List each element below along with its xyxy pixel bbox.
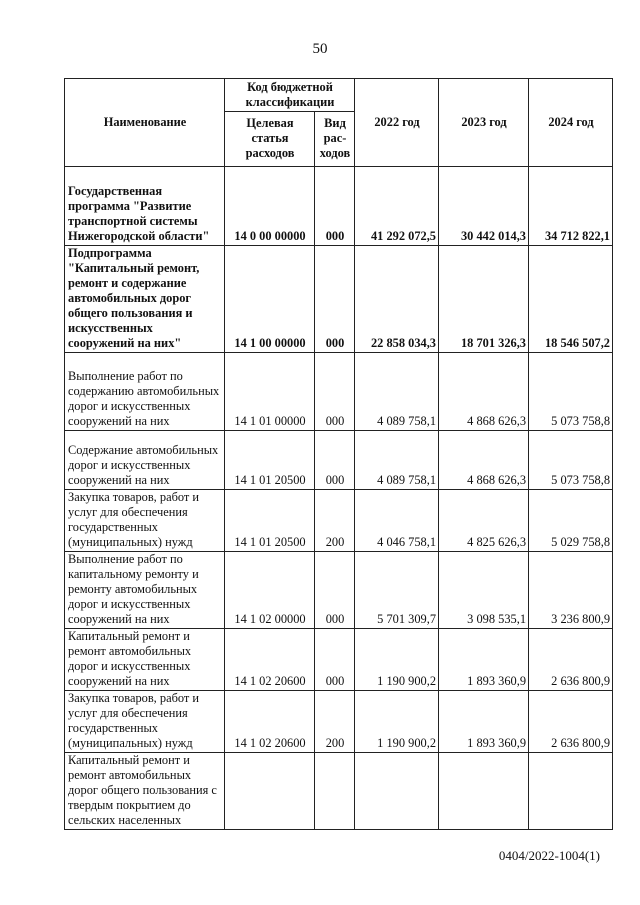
row-name: Государственная программа "Развитие транспортной системы Нижегородской области" [65,167,225,246]
row-name: Капитальный ремонт и ремонт автомобильных дорог и искусственных сооружений на них [65,629,225,691]
header-year-2024: 2024 год [529,79,613,167]
row-value-2023: 4 868 626,3 [439,353,529,431]
row-value-2023: 3 098 535,1 [439,552,529,629]
row-value-2023: 18 701 326,3 [439,246,529,353]
row-value-2024: 18 546 507,2 [529,246,613,353]
table-row [65,753,613,830]
row-target-article: 14 1 02 20600 [225,691,315,753]
row-name: Выполнение работ по содержанию автомобильных дорог и искусственных сооружений на них [65,353,225,431]
table-row [65,490,613,552]
row-expense-kind: 000 [315,353,355,431]
row-value-2022: 4 046 758,1 [355,490,439,552]
row-value-2022: 41 292 072,5 [355,167,439,246]
row-value-2023 [439,753,529,830]
row-target-article: 14 1 02 00000 [225,552,315,629]
row-name: Закупка товаров, работ и услуг для обеспечения государственных (муниципальных) нужд [65,691,225,753]
header-name: Наименование [65,79,225,167]
row-value-2024: 2 636 800,9 [529,629,613,691]
row-value-2024 [529,753,613,830]
row-value-2024: 34 712 822,1 [529,167,613,246]
table-row [65,431,613,490]
row-name: Капитальный ремонт и ремонт автомобильных дорог общего пользования с твердым покрытием до сельских населенных [65,753,225,830]
row-value-2023: 4 825 626,3 [439,490,529,552]
table-row [65,552,613,629]
row-value-2023: 30 442 014,3 [439,167,529,246]
table-row [65,629,613,691]
row-expense-kind: 200 [315,691,355,753]
document-code: 0404/2022-1004(1) [498,848,600,863]
row-expense-kind: 000 [315,552,355,629]
row-name: Содержание автомобильных дорог и искусственных сооружений на них [65,431,225,490]
row-expense-kind: 000 [315,431,355,490]
row-name: Закупка товаров, работ и услуг для обеспечения государственных (муниципальных) нужд [65,490,225,552]
row-value-2022 [355,753,439,830]
row-value-2024: 5 029 758,8 [529,490,613,552]
row-target-article: 14 0 00 00000 [225,167,315,246]
row-value-2022: 4 089 758,1 [355,353,439,431]
row-name: Подпрограмма "Капитальный ремонт, ремонт и содержание автомобильных дорог общего пользования и искусственных сооружений на них" [65,246,225,353]
row-value-2022: 22 858 034,3 [355,246,439,353]
row-target-article: 14 1 01 20500 [225,490,315,552]
row-value-2023: 4 868 626,3 [439,431,529,490]
row-value-2022: 5 701 309,7 [355,552,439,629]
row-expense-kind [315,753,355,830]
table-row [65,246,613,353]
row-value-2024: 5 073 758,8 [529,353,613,431]
header-code-group: Код бюджетной классификации [225,79,355,112]
row-value-2024: 3 236 800,9 [529,552,613,629]
row-expense-kind: 000 [315,167,355,246]
row-value-2023: 1 893 360,9 [439,629,529,691]
table-body [65,167,613,830]
row-expense-kind: 000 [315,629,355,691]
row-target-article: 14 1 02 20600 [225,629,315,691]
row-expense-kind: 000 [315,246,355,353]
table-row [65,353,613,431]
budget-table [64,78,613,830]
header-target-article: Целевая статья расходов [225,112,315,167]
row-target-article [225,753,315,830]
row-value-2022: 1 190 900,2 [355,629,439,691]
row-value-2022: 1 190 900,2 [355,691,439,753]
row-value-2024: 2 636 800,9 [529,691,613,753]
page-number: 50 [312,41,328,57]
row-name: Выполнение работ по капитальному ремонту и ремонту автомобильных дорог и искусственных сооружений на них [65,552,225,629]
table-row [65,167,613,246]
table-row [65,691,613,753]
row-value-2024: 5 073 758,8 [529,431,613,490]
row-expense-kind: 200 [315,490,355,552]
header-year-2022: 2022 год [355,79,439,167]
header-year-2023: 2023 год [439,79,529,167]
row-target-article: 14 1 01 20500 [225,431,315,490]
header-expense-kind: Вид рас-ходов [315,112,355,167]
row-value-2022: 4 089 758,1 [355,431,439,490]
row-target-article: 14 1 00 00000 [225,246,315,353]
row-target-article: 14 1 01 00000 [225,353,315,431]
row-value-2023: 1 893 360,9 [439,691,529,753]
